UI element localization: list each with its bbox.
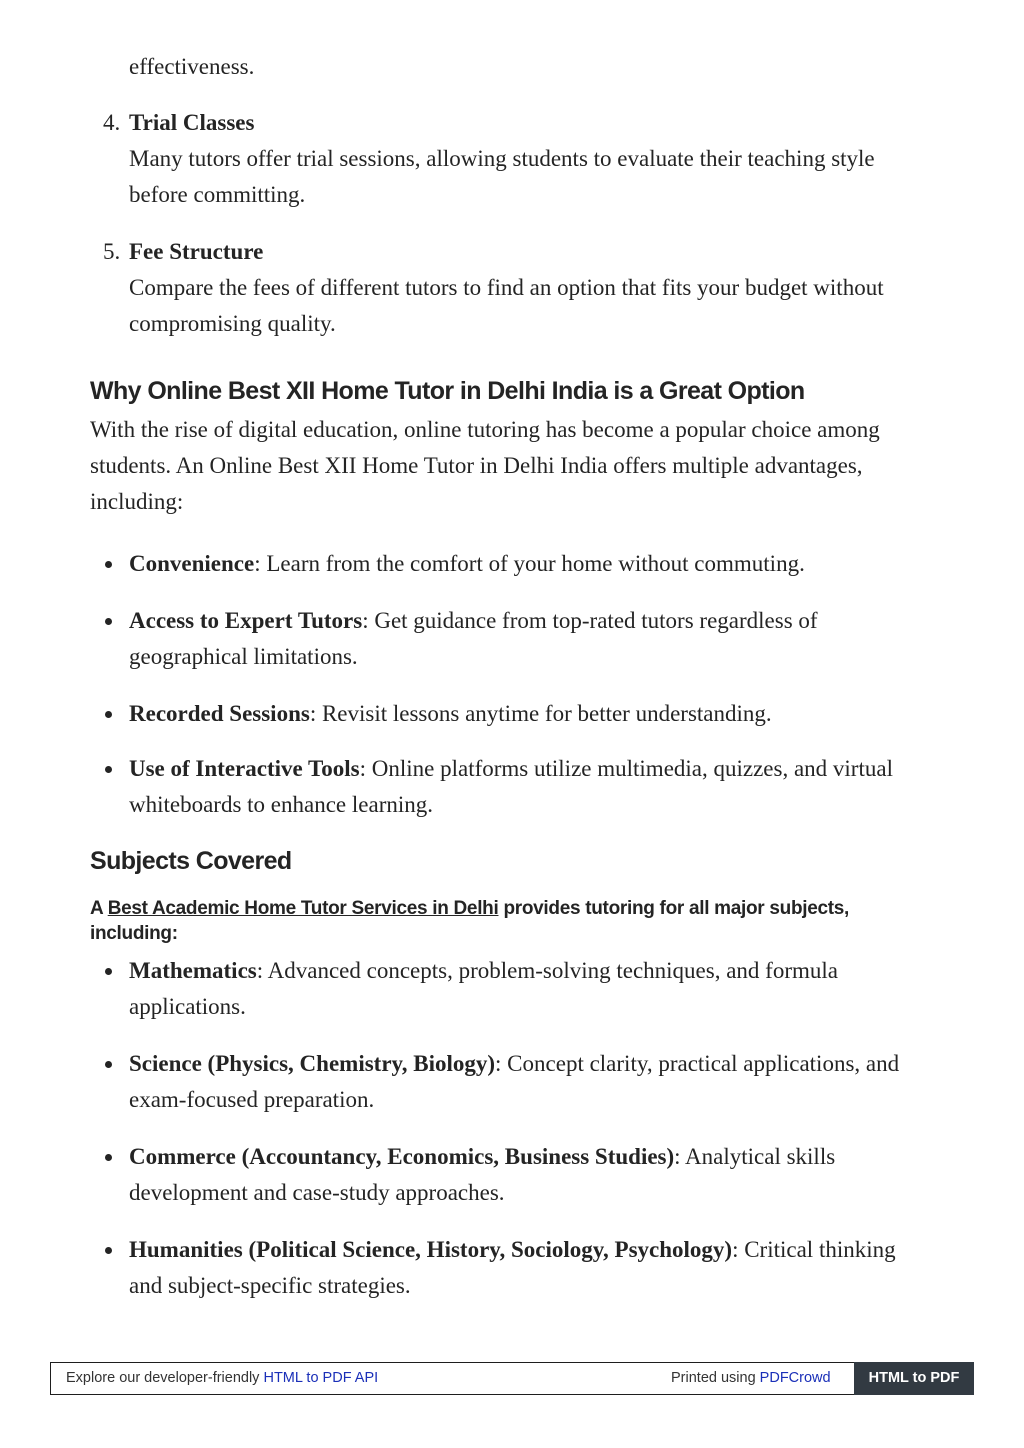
bullet-icon (105, 1247, 112, 1254)
list-item-term: Recorded Sessions (129, 701, 310, 726)
subjects-intro-prefix: A (90, 898, 108, 919)
list-item-desc: : Advanced concepts, problem-solving techniques, and formula applications. (129, 958, 838, 1019)
section-paragraph-online: With the rise of digital education, online tutoring has become a popular choice among students. An Online Best XII Home Tutor in Delhi India offers multiple advantages, including: (90, 417, 880, 514)
list-item-desc: : Online platforms utilize multimedia, quizzes, and virtual whiteboards to enhance learning. (129, 756, 893, 817)
pdfcrowd-footer (50, 1362, 974, 1395)
section-heading-subjects: Subjects Covered (90, 847, 292, 875)
list-item-term: Convenience (129, 551, 255, 576)
list-item-term: Humanities (Political Science, History, Sociology, Psychology) (129, 1237, 733, 1262)
list-item-body: Many tutors offer trial sessions, allowing students to evaluate their teaching style before committing. (129, 146, 875, 207)
html-to-pdf-api-link[interactable]: HTML to PDF API (263, 1370, 379, 1386)
list-item-term: Use of Interactive Tools (129, 756, 360, 781)
bullet-icon (105, 711, 112, 718)
footer-mid (671, 1370, 831, 1386)
academic-tutor-services-link[interactable]: Best Academic Home Tutor Services in Delhi (107, 898, 499, 919)
footer-left (66, 1370, 378, 1386)
list-item-desc: : Critical thinking and subject-specific strategies. (129, 1237, 896, 1298)
list-item-term: Mathematics (129, 958, 257, 983)
list-item-term: Commerce (Accountancy, Economics, Business Studies) (129, 1144, 675, 1169)
bullet-icon (105, 766, 112, 773)
list-item-title: Trial Classes (129, 110, 255, 135)
list-item-term: Science (Physics, Chemistry, Biology) (129, 1051, 496, 1076)
section-heading-online: Why Online Best XII Home Tutor in Delhi India is a Great Option (90, 377, 805, 405)
pdfcrowd-link[interactable]: PDFCrowd (759, 1370, 831, 1386)
list-item-body: Compare the fees of different tutors to find an option that fits your budget without compromising quality. (129, 275, 884, 336)
list-item-desc: : Analytical skills development and case-study approaches. (129, 1144, 836, 1205)
bullet-icon (105, 968, 112, 975)
intro-tail-text: effectiveness. (129, 54, 255, 79)
list-item-desc: : Concept clarity, practical applications, and exam-focused preparation. (129, 1051, 900, 1112)
list-item-desc: : Get guidance from top-rated tutors regardless of geographical limitations. (129, 608, 818, 669)
footer-mid-text: Printed using (671, 1370, 760, 1386)
list-item-title: Fee Structure (129, 239, 264, 264)
html-to-pdf-badge-button[interactable]: HTML to PDF (854, 1362, 974, 1395)
bullet-icon (105, 1061, 112, 1068)
list-item-number: 5. (103, 239, 121, 264)
footer-left-text: Explore our developer-friendly (66, 1370, 264, 1386)
bullet-icon (105, 618, 112, 625)
subjects-intro (90, 896, 920, 946)
list-item-desc: : Revisit lessons anytime for better understanding. (309, 701, 772, 726)
bullet-icon (105, 1154, 112, 1161)
list-item-desc: : Learn from the comfort of your home without commuting. (254, 551, 805, 576)
subjects-intro-suffix: provides tutoring for all major subjects, including: (90, 898, 850, 944)
bullet-icon (105, 561, 112, 568)
list-item-term: Access to Expert Tutors (129, 608, 363, 633)
list-item-number: 4. (103, 110, 121, 135)
